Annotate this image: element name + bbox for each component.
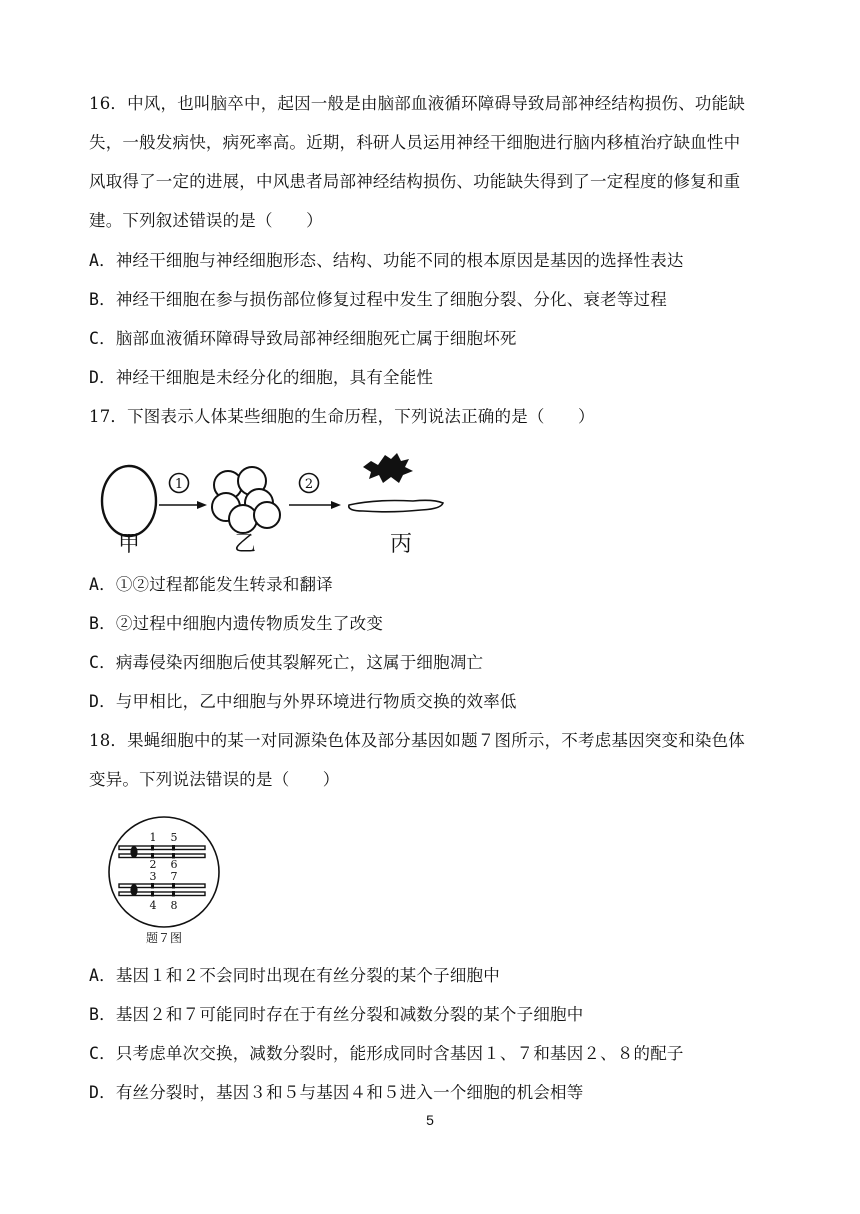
gene-label-4: 4 [149,899,157,912]
gene-label-7: 7 [170,870,178,883]
q16-stem-line-4: 建。下列叙述错误的是（ ） [89,211,323,230]
q18-stem-line-1: 18．果蝇细胞中的某一对同源染色体及部分基因如题７图所示，不考虑基因突变和染色体 [89,731,745,750]
arrow-1-head [197,501,207,509]
gene-label-3: 3 [149,870,157,883]
gene-label-2: 2 [149,858,157,871]
gene-label-6: 6 [170,858,178,871]
q18-option-c: C．只考虑单次交换，减数分裂时，能形成同时含基因１、７和基因２、８的配子 [89,1044,684,1063]
q17-option-d: D．与甲相比，乙中细胞与外界环境进行物质交换的效率低 [89,692,517,711]
q16-stem-line-3: 风取得了一定的进展，中风患者局部神经结构损伤、功能缺失得到了一定程度的修复和重 [89,172,741,191]
q18-option-a: A．基因１和２不会同时出现在有丝分裂的某个子细胞中 [89,966,500,985]
gene-label-8: 8 [170,899,178,912]
arrow-2-head [331,501,341,509]
q16-stem-line-2: 失，一般发病快，病死率高。近期，科研人员运用神经干细胞进行脑内移植治疗缺血性中 [89,133,741,152]
gene-label-5: 5 [170,831,178,844]
centromere-2 [130,884,137,896]
cell-jia [102,466,156,536]
q17-option-a: A．①②过程都能发生转录和翻译 [89,575,333,594]
q16-option-d: D．神经干细胞是未经分化的细胞，具有全能性 [89,368,434,387]
q17-option-b: B．②过程中细胞内遗传物质发生了改变 [89,614,384,633]
q16-option-c: C．脑部血液循环障碍导致局部神经细胞死亡属于细胞坏死 [89,329,517,348]
label-jia: 甲 [117,532,141,557]
q18-stem-line-2: 变异。下列说法错误的是（ ） [89,770,340,789]
cell-bing-muscle [349,500,443,511]
figure-caption: 题７图 [145,931,183,945]
q16-option-b: B．神经干细胞在参与损伤部位修复过程中发生了细胞分裂、分化、衰老等过程 [89,290,667,309]
step-2-digit: 2 [304,477,314,492]
cell-yi-cluster [212,467,280,533]
label-yi: 乙 [233,532,257,557]
q16-option-a: A．神经干细胞与神经细胞形态、结构、功能不同的根本原因是基因的选择性表达 [89,251,684,270]
step-1-digit: 1 [174,477,184,492]
q17-option-c: C．病毒侵染丙细胞后使其裂解死亡，这属于细胞凋亡 [89,653,484,672]
homologous-chromosome-figure [102,812,230,948]
q16-stem-line-1: 16．中风，也叫脑卒中，起因一般是由脑部血液循环障碍导致局部神经结构损伤、功能缺 [89,94,745,113]
cell-bing-neuron [363,453,413,483]
q18-option-d: D．有丝分裂时，基因３和５与基因４和５进入一个细胞的机会相等 [89,1083,584,1102]
page-number: 5 [426,1112,434,1128]
cell-life-history-figure [95,445,475,557]
q18-option-b: B．基因２和７可能同时存在于有丝分裂和减数分裂的某个子细胞中 [89,1005,584,1024]
gene-label-1: 1 [149,831,157,844]
q17-stem: 17．下图表示人体某些细胞的生命历程，下列说法正确的是（ ） [89,407,595,426]
figure-circle [109,817,219,927]
label-bing: 丙 [389,532,413,557]
centromere-1 [130,846,137,858]
